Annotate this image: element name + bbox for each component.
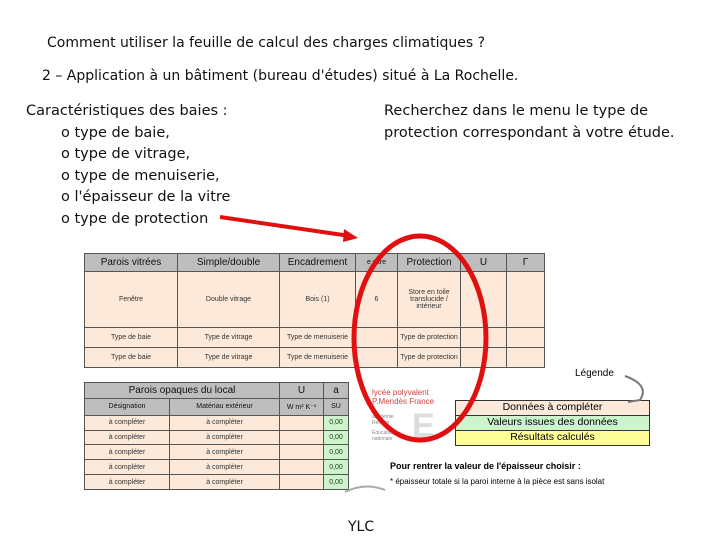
curved-arrow-icon <box>625 376 643 402</box>
table-row: Fenêtre Double vitrage Bois (1) 6 Store en toile translucide / intérieur <box>85 272 545 328</box>
footer: YLC <box>348 519 375 535</box>
list-item: o type de menuiserie, <box>61 167 220 184</box>
table-row: à compléter à compléter 0,00 <box>85 445 349 460</box>
legend-item: Données à compléter <box>456 401 649 416</box>
table-row: à compléter à compléter 0,00 <box>85 475 349 490</box>
page-title: Comment utiliser la feuille de calcul des charges climatiques ? <box>47 35 486 51</box>
instruction: Recherchez dans le menu le type de protection correspondant à votre étude. <box>384 103 675 141</box>
curve-decoration <box>345 486 385 492</box>
note-title: Pour rentrer la valeur de l'épaisseur choisir : <box>390 461 581 471</box>
glazing-table: Parois vitrées Simple/double Encadrement e vitre Protection U Γ Fenêtre Double vitrage Bois (1) 6 Store en toile translucide / intérieur Type de baie Type de vitrage Type de menuiserie Type de protection Type de baie Type de vitrage Type de menuiserie Type de protection <box>84 253 545 368</box>
table-row: à compléter à compléter 0,00 <box>85 415 349 430</box>
subtitle: 2 – Application à un bâtiment (bureau d'études) situé à La Rochelle. <box>42 68 519 84</box>
logo-letter: E <box>412 407 435 445</box>
table-row: Type de baie Type de vitrage Type de menuiserie Type de protection <box>85 347 545 367</box>
protection-select[interactable]: Store en toile translucide / intérieur <box>398 272 461 328</box>
arrow-line <box>220 217 350 236</box>
opaque-table: Parois opaques du local U a Désignation Matériau extérieur W m² K⁻¹ SU à compléter à compléter 0,00 à compléter à compléter 0,00 à compléter à compléter 0,00 à compléter à compléter 0,00 à compléter à compléter 0,00 <box>84 382 349 490</box>
list-heading: Caractéristiques des baies : <box>26 103 228 119</box>
logo-line: P.Mendès France <box>372 397 435 406</box>
list-item: o type de baie, <box>61 124 170 141</box>
highlight-circle <box>354 236 486 440</box>
table-row: à compléter à compléter 0,00 <box>85 460 349 475</box>
logo-sub: académie Rennes <box>372 414 394 426</box>
list-item: o l'épaisseur de la vitre <box>61 189 231 205</box>
list-item: o type de vitrage, <box>61 146 191 162</box>
legend-item: Valeurs issues des données <box>456 416 649 431</box>
arrow-head-icon <box>343 229 358 242</box>
logo-line: lycée polyvalent <box>372 388 429 397</box>
legend-title: Légende <box>575 368 614 379</box>
legend-item: Résultats calculés <box>456 431 649 445</box>
list-item: o type de protection <box>61 210 209 227</box>
table-row: Type de baie Type de vitrage Type de menuiserie Type de protection <box>85 327 545 347</box>
logo-sub: Éducation nationale <box>372 430 395 442</box>
note-text: * épaisseur totale si la paroi interne à la pièce est sans isolat <box>390 477 605 486</box>
table-row: à compléter à compléter 0,00 <box>85 430 349 445</box>
